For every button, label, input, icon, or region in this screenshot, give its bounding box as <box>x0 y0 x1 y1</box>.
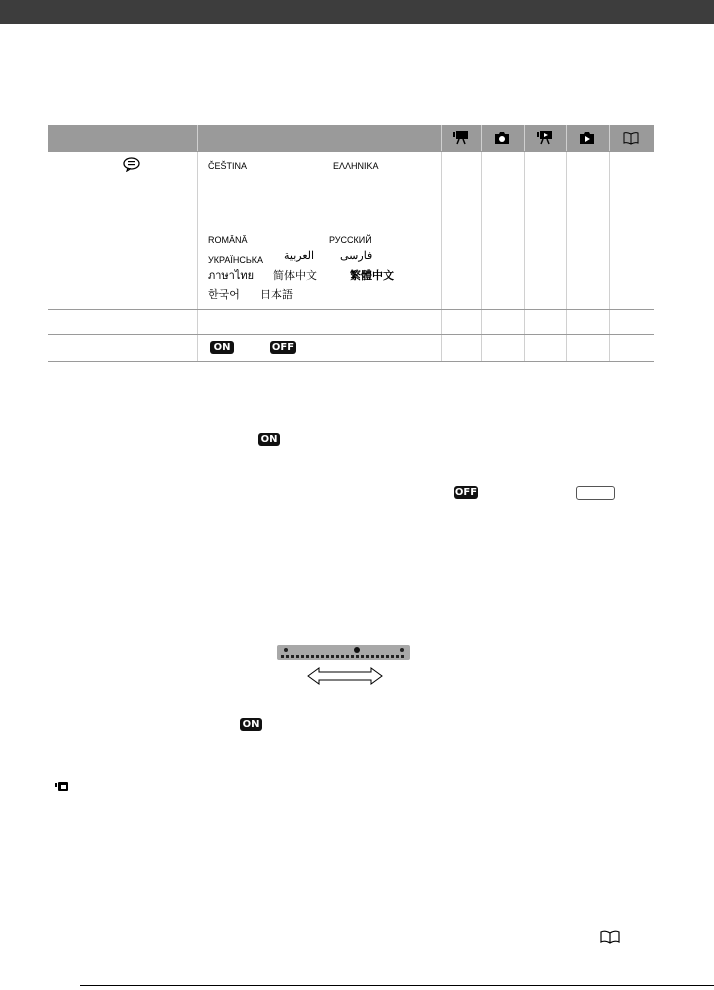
language-icon <box>123 157 140 172</box>
book-icon <box>623 131 639 145</box>
movie-record-icon <box>453 131 469 145</box>
marker-dot <box>400 648 404 652</box>
off-badge: OFF <box>271 342 295 353</box>
top-bar <box>0 0 714 24</box>
movie-mode-icon <box>55 782 69 792</box>
on-badge: ON <box>258 433 280 446</box>
off-badge: OFF <box>454 487 478 498</box>
double-arrow-icon <box>307 667 383 685</box>
language-option: ROMÂNĂ <box>208 235 248 245</box>
key-button-outline <box>576 486 615 500</box>
language-option: 简体中文 <box>273 270 317 282</box>
marker-dot <box>284 648 288 652</box>
language-option: ČEŠTINA <box>208 161 248 171</box>
camera-icon <box>494 131 510 145</box>
footer-rule <box>80 985 714 986</box>
language-option: 日本語 <box>260 289 293 301</box>
level-bar <box>277 645 410 660</box>
language-option: ภาษาไทย <box>208 270 255 282</box>
language-option: ΕΛΛΗΝΙΚΑ <box>333 161 379 171</box>
language-option: РУССКИЙ <box>329 235 372 245</box>
level-marker <box>354 647 360 653</box>
scale-ticks <box>281 655 406 658</box>
book-icon <box>600 930 620 944</box>
settings-table <box>48 125 654 362</box>
language-option: 한국어 <box>208 289 240 301</box>
on-badge: ON <box>240 718 262 731</box>
movie-playback-icon <box>537 131 553 145</box>
table-header <box>48 125 654 151</box>
language-option: فارسی <box>340 250 373 262</box>
on-badge: ON <box>210 341 234 354</box>
photo-playback-icon <box>579 131 595 145</box>
language-option: العربية <box>284 250 315 262</box>
language-option: УКРАЇНСЬКА <box>208 255 264 265</box>
language-option: 繁體中文 <box>350 270 394 282</box>
